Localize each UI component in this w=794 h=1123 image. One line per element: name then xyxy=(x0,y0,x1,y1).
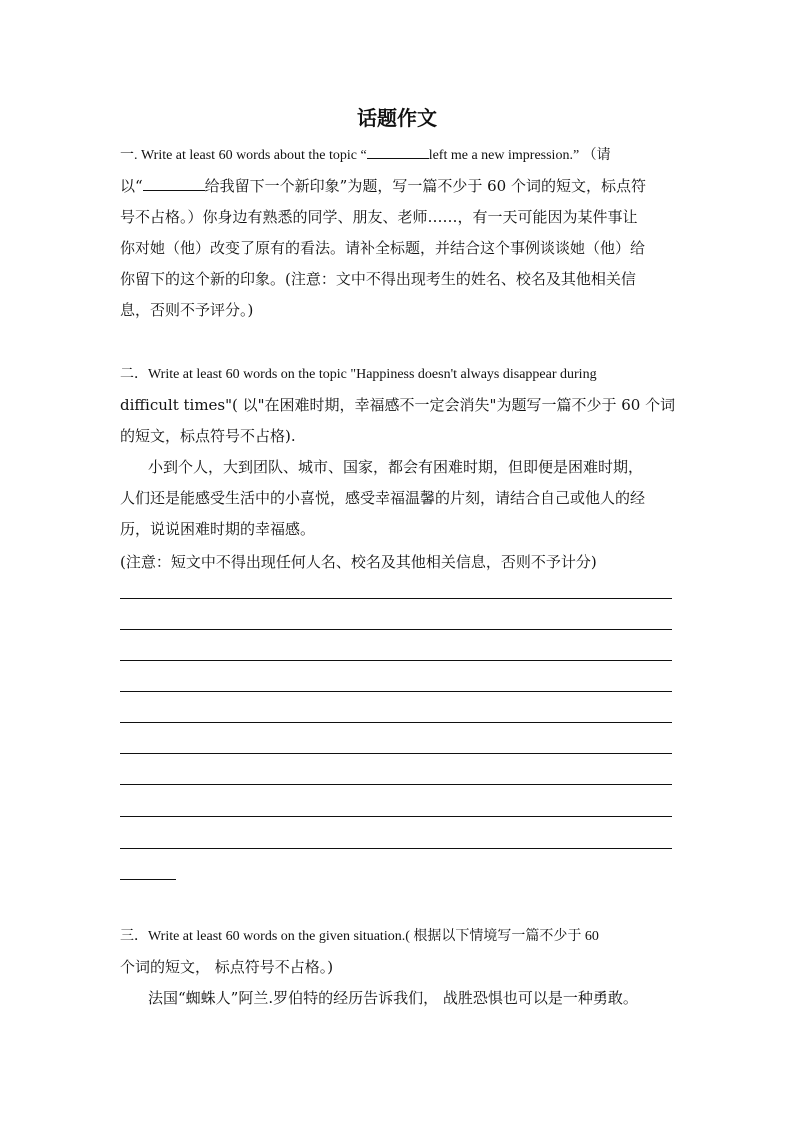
section1-line-3: 号不占格。）你身边有熟悉的同学、朋友、老师……，有一天可能因为某件事让 xyxy=(120,208,638,226)
page-title: 话题作文 xyxy=(357,106,437,130)
writing-line[interactable] xyxy=(120,691,672,692)
section2-line-1: 二．Write at least 60 words on the topic "Happiness doesn't always disappear during xyxy=(120,367,597,382)
section2-line-5: 人们还是能感受生活中的小喜悦，感受幸福温馨的片刻，请结合自己或他人的经 xyxy=(120,489,646,507)
writing-line[interactable] xyxy=(120,753,672,754)
section2-line-7: (注意：短文中不得出现任何人名、校名及其他相关信息，否则不予计分) xyxy=(120,553,597,571)
section3-line-2: 个词的短文， 标点符号不占格。) xyxy=(120,958,334,976)
section1-line-4: 你对她（他）改变了原有的看法。请补全标题，并结合这个事例谈谈她（他）给 xyxy=(120,239,646,257)
section1-line-5: 你留下的这个新的印象。(注意：文中不得出现考生的姓名、校名及其他相关信 xyxy=(120,270,636,288)
section2-line-6: 历，说说困难时期的幸福感。 xyxy=(120,520,316,538)
section2-line-2: difficult times"( 以"在困难时期，幸福感不一定会消失"为题写一篇不少于 60 个词 xyxy=(120,396,676,414)
section1-line-2-part-b: 给我留下一个新印象”为题，写一篇不少于 60 个词的短文，标点符 xyxy=(204,177,646,195)
writing-line[interactable] xyxy=(120,598,672,599)
writing-line[interactable] xyxy=(120,660,672,661)
section1-line-1 xyxy=(120,144,611,164)
section1-line-2-part-a: 以“ xyxy=(120,177,143,195)
title-blank-1 xyxy=(367,146,429,159)
section2-line-4: 小到个人，大到团队、城市、国家，都会有困难时期，但即便是困难时期， xyxy=(148,458,644,476)
writing-line[interactable] xyxy=(120,848,672,849)
section1-line-6: 息，否则不予评分。) xyxy=(120,301,254,319)
writing-line-short[interactable] xyxy=(120,879,176,880)
title-blank-2 xyxy=(143,178,205,191)
writing-line[interactable] xyxy=(120,816,672,817)
writing-line[interactable] xyxy=(120,722,672,723)
writing-line[interactable] xyxy=(120,629,672,630)
section1-line-2 xyxy=(120,175,646,196)
section1-line-1-part-a: 一. Write at least 60 words about the topic “ xyxy=(120,148,367,163)
section3-line-3: 法国“蜘蛛人”阿兰.罗伯特的经历告诉我们， 战胜恐惧也可以是一种勇敢。 xyxy=(148,989,638,1007)
section3-line-1 xyxy=(120,925,599,945)
section2-line-3: 的短文，标点符号不占格). xyxy=(120,427,296,445)
writing-line[interactable] xyxy=(120,784,672,785)
section3-line-1-text: 三．Write at least 60 words on the given situation.( 根据以下情境写一篇不少于 60 xyxy=(120,929,599,944)
section1-line-1-part-b: left me a new impression.” （请 xyxy=(428,148,611,163)
